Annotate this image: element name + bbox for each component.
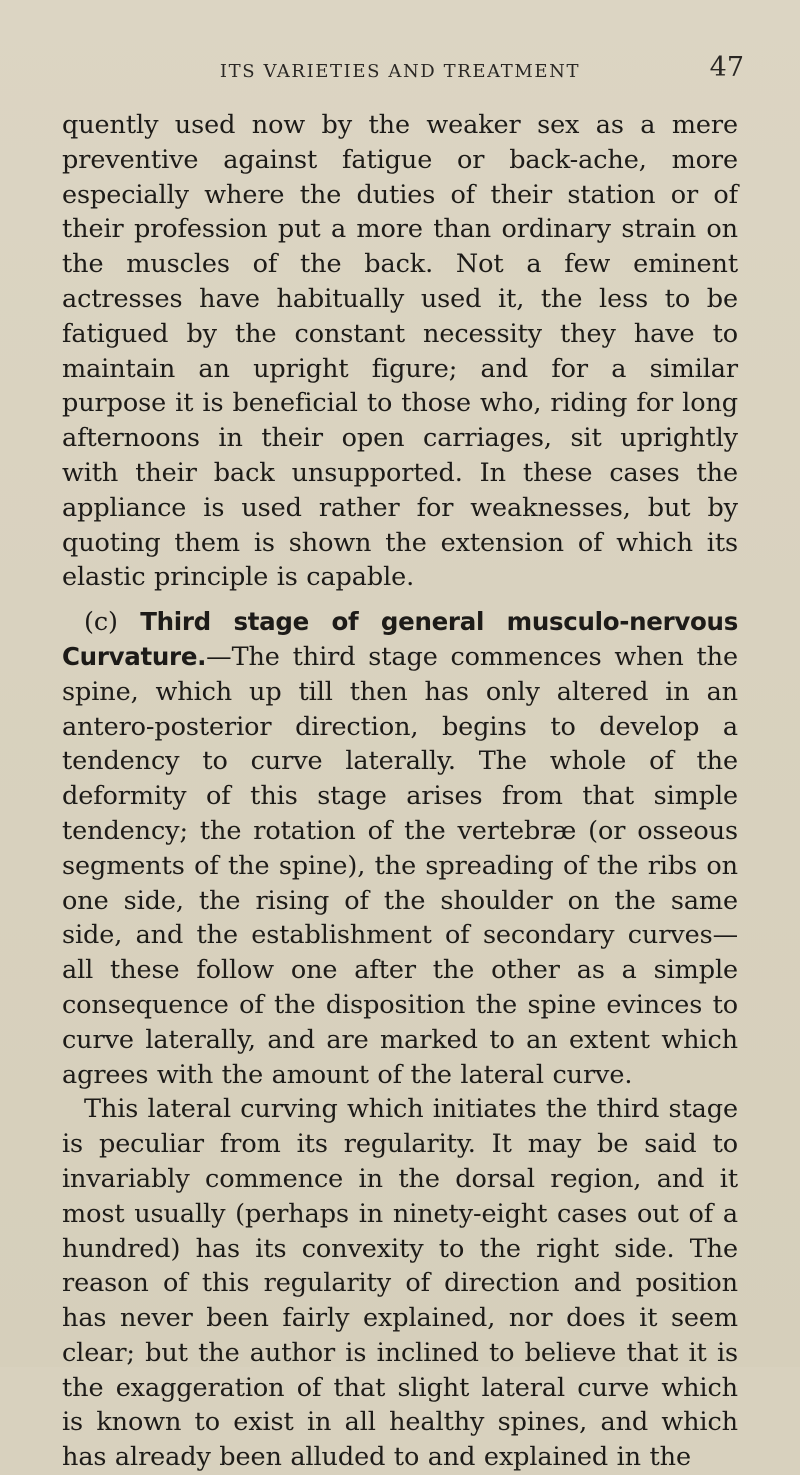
paragraph-2-body: —The third stage commences when the spine, which up till then has only altered in an antero-posterior direction, begins to develop a tendency to curve laterally. The whole of the deformity of this stage arises from that simple tendency; the rotation of the vertebræ (or osseous segments of the spine), the spreading of the ribs on one side, the rising of the shoulder on the same side, and the establishment of secondary curves—all these follow one after the other as a simple consequence of the disposition the spine evinces to curve laterally, and are marked to an extent which agrees with the amount of the lateral curve.: [62, 641, 738, 1090]
page-number: 47: [709, 52, 744, 83]
paragraph-1: quently used now by the weaker sex as a mere preventive against fatigue or back-ache, more especially where the duties of their station or of their profession put a more than ordinary strain on the muscles of the back. Not a few eminent actresses have habitually used it, the less to be fatigued by the constant necessity they have to maintain an upright figure; and for a similar purpose it is beneficial to those who, riding for long afternoons in their open carriages, sit uprightly with their back unsupported. In these cases the appliance is used rather for weaknesses, but by quoting them is shown the extension of which its elastic principle is capable.: [62, 110, 738, 593]
running-title: ITS VARIETIES AND TREATMENT: [219, 61, 581, 82]
paragraph-2: [62, 605, 738, 1092]
body-text: [62, 108, 738, 1475]
section-heading: Third stage of general musculo-nervous Curvature.: [62, 607, 738, 671]
paragraph-3: This lateral curving which initiates the third stage is peculiar from its regularity. It may be said to invariably commence in the dorsal region, and it most usually (perhaps in ninety-eight cases out of a hundred) has its convexity to the right side. The reason of this regularity of direction and position has never been fairly explained, nor does it seem clear; but the author is inclined to believe that it is the exaggeration of that slight lateral curve which is known to exist in all healthy spines, and which has already been alluded to and explained in the: [62, 1094, 738, 1473]
running-head: [62, 0, 744, 108]
section-label: (c): [84, 607, 118, 638]
